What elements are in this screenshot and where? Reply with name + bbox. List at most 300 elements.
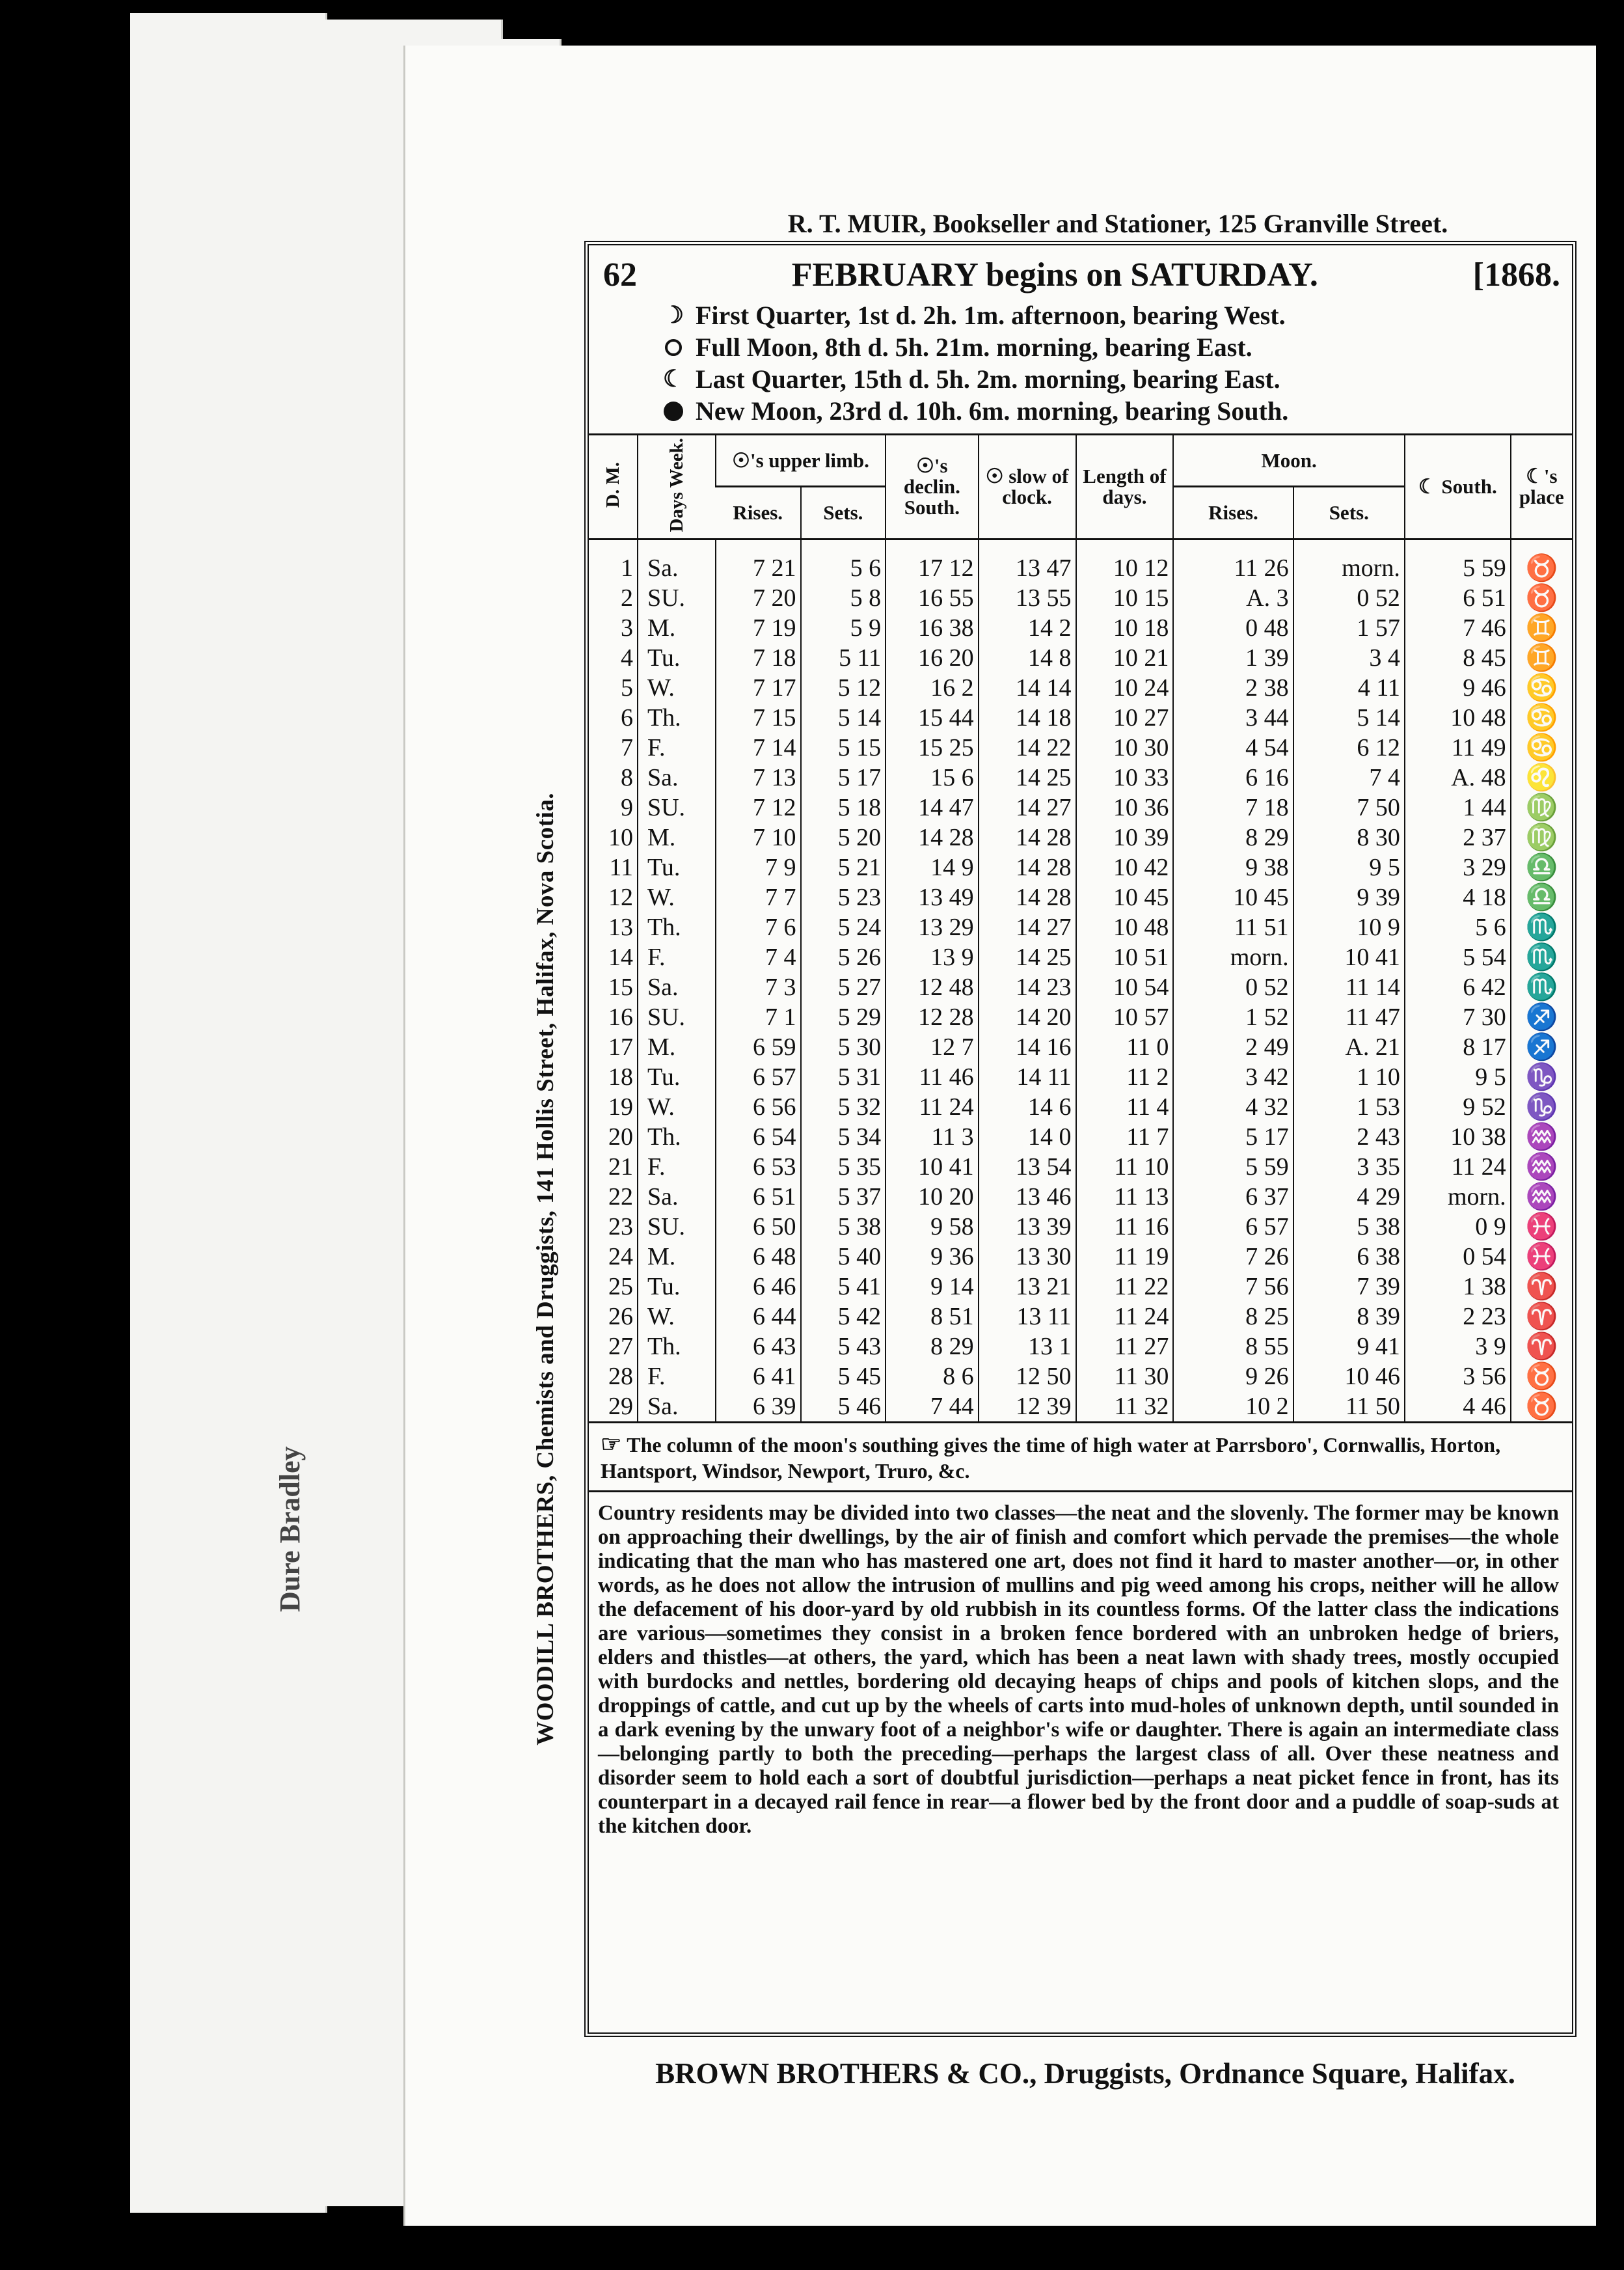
top-advert: R. T. MUIR, Bookseller and Stationer, 125 Granville Street.: [787, 209, 1448, 238]
cell-sun-slow: 13 46: [979, 1182, 1076, 1212]
cell-moon-sets: 2 43: [1293, 1122, 1405, 1152]
first-quarter-moon-icon: ☽: [662, 302, 684, 328]
col-header-moon-place: ☾'s place: [1511, 435, 1572, 540]
cell-sun-declination: 14 28: [886, 823, 978, 853]
table-row: [589, 972, 1572, 1002]
table-row: [589, 823, 1572, 853]
cell-moon-rises: 10 2: [1173, 1391, 1293, 1421]
cell-weekday: Sa.: [638, 540, 716, 584]
cell-moon-rises: 6 57: [1173, 1212, 1293, 1242]
col-header-sun-slow: ☉ slow of clock.: [979, 435, 1076, 540]
cell-day-length: 11 4: [1076, 1092, 1174, 1122]
cell-sun-rises: 7 19: [716, 613, 801, 643]
cell-moon-south: 10 38: [1405, 1122, 1511, 1152]
cell-sun-rises: 6 39: [716, 1391, 801, 1421]
cell-sun-slow: 14 28: [979, 853, 1076, 882]
cell-weekday: F.: [638, 942, 716, 972]
col-header-sun-upper-limb: ☉'s upper limb.: [716, 435, 886, 487]
table-row: [589, 1152, 1572, 1182]
cell-weekday: W.: [638, 673, 716, 703]
cell-moon-rises: 4 54: [1173, 733, 1293, 763]
cell-moon-south: 3 9: [1405, 1332, 1511, 1361]
cell-sun-slow: 12 50: [979, 1361, 1076, 1391]
cell-moon-place: ♓: [1511, 1242, 1572, 1272]
cell-day-of-month: 3: [620, 614, 633, 642]
cell-moon-place: ♎: [1511, 882, 1572, 912]
cell-sun-declination: 10 20: [886, 1182, 978, 1212]
cell-day-length: 10 36: [1076, 793, 1174, 823]
table-row: [589, 613, 1572, 643]
col-header-sun-declin: ☉'s declin. South.: [886, 435, 978, 540]
cell-day-of-month: 24: [608, 1243, 633, 1271]
cell-weekday: Tu.: [638, 853, 716, 882]
cell-day-length: 11 19: [1076, 1242, 1174, 1272]
cell-weekday: Th.: [638, 1332, 716, 1361]
cell-moon-place: ♉: [1511, 1361, 1572, 1391]
cell-sun-rises: 6 50: [716, 1212, 801, 1242]
cell-sun-slow: 14 27: [979, 912, 1076, 942]
table-row: [589, 1391, 1572, 1421]
table-row: [589, 793, 1572, 823]
cell-sun-rises: 7 7: [716, 882, 801, 912]
cell-day-of-month: 14: [608, 944, 633, 972]
cell-moon-sets: 10 46: [1293, 1361, 1405, 1391]
phase-text: New Moon, 23rd d. 10h. 6m. morning, bearing South.: [696, 396, 1289, 426]
cell-sun-sets: 5 32: [801, 1092, 886, 1122]
cell-sun-declination: 16 2: [886, 673, 978, 703]
col-header-length-days: Length of days.: [1076, 435, 1174, 540]
cell-day-of-month: 29: [608, 1393, 633, 1421]
table-row: [589, 942, 1572, 972]
cell-weekday: F.: [638, 1361, 716, 1391]
cell-sun-sets: 5 14: [801, 703, 886, 733]
cell-moon-rises: 11 26: [1173, 540, 1293, 584]
table-row: [589, 643, 1572, 673]
cell-day-of-month: 25: [608, 1273, 633, 1301]
cell-sun-slow: 14 20: [979, 1002, 1076, 1032]
cell-sun-declination: 8 29: [886, 1332, 978, 1361]
cell-moon-place: ♒: [1511, 1122, 1572, 1152]
side-advert-text: WOODILL BROTHERS, Chemists and Druggists, 141 Hollis Street, Halifax, Nova Scotia.: [532, 793, 559, 1745]
cell-moon-sets: 7 39: [1293, 1272, 1405, 1302]
cell-day-of-month: 20: [608, 1123, 633, 1151]
cell-sun-rises: 7 21: [716, 540, 801, 584]
cell-sun-declination: 13 29: [886, 912, 978, 942]
cell-weekday: M.: [638, 1242, 716, 1272]
cell-moon-sets: 7 4: [1293, 763, 1405, 793]
last-quarter-moon-icon: ☾: [662, 366, 684, 392]
cell-sun-rises: 7 14: [716, 733, 801, 763]
cell-day-length: 10 45: [1076, 882, 1174, 912]
cell-moon-place: ♈: [1511, 1272, 1572, 1302]
cell-day-length: 10 21: [1076, 643, 1174, 673]
cell-weekday: SU.: [638, 1212, 716, 1242]
cell-day-of-month: 19: [608, 1093, 633, 1121]
cell-weekday: SU.: [638, 1002, 716, 1032]
cell-day-length: 11 30: [1076, 1361, 1174, 1391]
cell-sun-slow: 13 47: [979, 540, 1076, 584]
cell-day-of-month: 13: [608, 914, 633, 942]
cell-sun-sets: 5 17: [801, 763, 886, 793]
cell-sun-slow: 13 1: [979, 1332, 1076, 1361]
cell-moon-south: 1 44: [1405, 793, 1511, 823]
cell-day-length: 10 30: [1076, 733, 1174, 763]
cell-weekday: Sa.: [638, 763, 716, 793]
cell-day-length: 10 33: [1076, 763, 1174, 793]
calendar-frame: [584, 241, 1577, 2037]
table-row: [589, 1002, 1572, 1032]
cell-moon-rises: 7 56: [1173, 1272, 1293, 1302]
cell-day-length: 11 27: [1076, 1332, 1174, 1361]
side-advert: [522, 560, 568, 1978]
cell-moon-place: ♏: [1511, 972, 1572, 1002]
cell-day-length: 10 27: [1076, 703, 1174, 733]
cell-sun-slow: 14 0: [979, 1122, 1076, 1152]
cell-sun-rises: 6 56: [716, 1092, 801, 1122]
cell-sun-sets: 5 34: [801, 1122, 886, 1152]
table-row: [589, 853, 1572, 882]
cell-moon-rises: 4 32: [1173, 1092, 1293, 1122]
cell-moon-south: 2 37: [1405, 823, 1511, 853]
cell-weekday: Sa.: [638, 972, 716, 1002]
cell-sun-sets: 5 45: [801, 1361, 886, 1391]
cell-day-of-month: 10: [608, 824, 633, 852]
cell-day-length: 11 13: [1076, 1182, 1174, 1212]
almanac-rows: [589, 540, 1572, 1422]
cell-sun-rises: 6 59: [716, 1032, 801, 1062]
cell-weekday: SU.: [638, 793, 716, 823]
cell-sun-rises: 6 43: [716, 1332, 801, 1361]
cell-sun-slow: 14 11: [979, 1062, 1076, 1092]
cell-weekday: Sa.: [638, 1182, 716, 1212]
cell-sun-slow: 14 8: [979, 643, 1076, 673]
cell-moon-place: ♊: [1511, 613, 1572, 643]
cell-sun-rises: 7 6: [716, 912, 801, 942]
table-row: [589, 912, 1572, 942]
cell-moon-sets: 4 11: [1293, 673, 1405, 703]
cell-sun-declination: 9 14: [886, 1272, 978, 1302]
col-header-days-week: Days Week.: [638, 435, 716, 540]
cell-sun-declination: 17 12: [886, 540, 978, 584]
cell-moon-rises: 10 45: [1173, 882, 1293, 912]
cell-day-length: 10 57: [1076, 1002, 1174, 1032]
cell-day-length: 10 24: [1076, 673, 1174, 703]
cell-sun-sets: 5 20: [801, 823, 886, 853]
cell-sun-sets: 5 30: [801, 1032, 886, 1062]
cell-moon-south: 8 45: [1405, 643, 1511, 673]
cell-sun-sets: 5 29: [801, 1002, 886, 1032]
cell-moon-place: ♒: [1511, 1182, 1572, 1212]
cell-moon-sets: 5 14: [1293, 703, 1405, 733]
cell-sun-rises: 7 18: [716, 643, 801, 673]
cell-sun-declination: 7 44: [886, 1391, 978, 1421]
cell-sun-rises: 7 20: [716, 583, 801, 613]
cell-moon-sets: 8 39: [1293, 1302, 1405, 1332]
table-row: [589, 1122, 1572, 1152]
cell-day-of-month: 17: [608, 1033, 633, 1061]
table-row: [589, 1092, 1572, 1122]
cell-sun-rises: 7 17: [716, 673, 801, 703]
cell-sun-rises: 6 51: [716, 1182, 801, 1212]
cell-moon-place: ♊: [1511, 643, 1572, 673]
cell-moon-rises: 1 39: [1173, 643, 1293, 673]
cell-weekday: SU.: [638, 583, 716, 613]
cell-sun-declination: 16 20: [886, 643, 978, 673]
cell-moon-rises: 0 52: [1173, 972, 1293, 1002]
table-row: [589, 540, 1572, 584]
cell-weekday: Tu.: [638, 1062, 716, 1092]
cell-moon-sets: 10 41: [1293, 942, 1405, 972]
cell-moon-south: 2 23: [1405, 1302, 1511, 1332]
col-header-moon-south: ☾ South.: [1405, 435, 1511, 540]
cell-sun-slow: 13 21: [979, 1272, 1076, 1302]
cell-sun-rises: 7 4: [716, 942, 801, 972]
cell-sun-slow: 14 27: [979, 793, 1076, 823]
cell-moon-rises: 9 38: [1173, 853, 1293, 882]
cell-moon-rises: 1 52: [1173, 1002, 1293, 1032]
almanac-page: [403, 46, 1596, 2226]
cell-moon-place: ♍: [1511, 793, 1572, 823]
cell-sun-sets: 5 23: [801, 882, 886, 912]
cell-sun-slow: 14 6: [979, 1092, 1076, 1122]
cell-sun-declination: 10 41: [886, 1152, 978, 1182]
cell-moon-sets: 6 38: [1293, 1242, 1405, 1272]
cell-day-of-month: 8: [620, 764, 633, 792]
cell-moon-sets: A. 21: [1293, 1032, 1405, 1062]
cell-sun-declination: 9 36: [886, 1242, 978, 1272]
cell-sun-rises: 7 10: [716, 823, 801, 853]
cell-moon-rises: 5 59: [1173, 1152, 1293, 1182]
page-number: 62: [603, 256, 637, 294]
cell-moon-south: 6 51: [1405, 583, 1511, 613]
cell-moon-south: 11 49: [1405, 733, 1511, 763]
cell-sun-sets: 5 27: [801, 972, 886, 1002]
cell-moon-south: 0 54: [1405, 1242, 1511, 1272]
cell-weekday: W.: [638, 1302, 716, 1332]
title-row: [589, 245, 1572, 294]
phase-text: Last Quarter, 15th d. 5h. 2m. morning, bearing East.: [696, 364, 1280, 394]
cell-weekday: Th.: [638, 912, 716, 942]
cell-sun-declination: 12 28: [886, 1002, 978, 1032]
cell-sun-sets: 5 35: [801, 1152, 886, 1182]
cell-moon-place: ♈: [1511, 1302, 1572, 1332]
cell-sun-rises: 7 13: [716, 763, 801, 793]
cell-moon-sets: 11 47: [1293, 1002, 1405, 1032]
cell-weekday: Sa.: [638, 1391, 716, 1421]
cell-sun-sets: 5 41: [801, 1272, 886, 1302]
cell-sun-sets: 5 31: [801, 1062, 886, 1092]
col-header-moon: Moon.: [1173, 435, 1405, 487]
cell-moon-sets: 9 39: [1293, 882, 1405, 912]
cell-moon-rises: A. 3: [1173, 583, 1293, 613]
cell-moon-south: 9 5: [1405, 1062, 1511, 1092]
cell-day-length: 10 39: [1076, 823, 1174, 853]
cell-moon-rises: 7 26: [1173, 1242, 1293, 1272]
cell-day-length: 11 22: [1076, 1272, 1174, 1302]
cell-day-length: 10 42: [1076, 853, 1174, 882]
cell-moon-south: 1 38: [1405, 1272, 1511, 1302]
cell-day-length: 10 18: [1076, 613, 1174, 643]
cell-moon-sets: 5 38: [1293, 1212, 1405, 1242]
cell-sun-rises: 6 41: [716, 1361, 801, 1391]
cell-moon-south: 5 54: [1405, 942, 1511, 972]
table-row: [589, 1361, 1572, 1391]
cell-day-length: 10 12: [1076, 540, 1174, 584]
col-header-rises: Rises.: [716, 487, 801, 540]
table-row: [589, 1062, 1572, 1092]
cell-moon-sets: morn.: [1293, 540, 1405, 584]
cell-sun-rises: 6 48: [716, 1242, 801, 1272]
cell-moon-place: ♏: [1511, 912, 1572, 942]
cell-moon-south: morn.: [1405, 1182, 1511, 1212]
cell-moon-sets: 1 53: [1293, 1092, 1405, 1122]
cell-day-length: 10 48: [1076, 912, 1174, 942]
cell-moon-place: ♏: [1511, 942, 1572, 972]
cell-sun-declination: 12 48: [886, 972, 978, 1002]
cell-sun-declination: 8 6: [886, 1361, 978, 1391]
cell-sun-sets: 5 15: [801, 733, 886, 763]
cell-moon-rises: 6 37: [1173, 1182, 1293, 1212]
cell-moon-south: 7 30: [1405, 1002, 1511, 1032]
cell-day-length: 11 24: [1076, 1302, 1174, 1332]
full-moon-icon: [660, 339, 686, 356]
cell-sun-sets: 5 9: [801, 613, 886, 643]
cell-day-of-month: 4: [620, 644, 633, 672]
cell-moon-south: 4 18: [1405, 882, 1511, 912]
cell-day-of-month: 12: [608, 884, 633, 912]
cell-moon-south: 9 46: [1405, 673, 1511, 703]
cell-sun-rises: 6 54: [716, 1122, 801, 1152]
cell-sun-sets: 5 6: [801, 540, 886, 584]
cell-sun-sets: 5 38: [801, 1212, 886, 1242]
cell-day-of-month: 9: [620, 794, 633, 822]
cell-day-of-month: 28: [608, 1363, 633, 1391]
table-row: [589, 703, 1572, 733]
cell-weekday: M.: [638, 1032, 716, 1062]
cell-sun-rises: 6 46: [716, 1272, 801, 1302]
cell-sun-sets: 5 42: [801, 1302, 886, 1332]
cell-moon-rises: 2 49: [1173, 1032, 1293, 1062]
cell-moon-place: ♉: [1511, 583, 1572, 613]
cell-moon-place: ♈: [1511, 1332, 1572, 1361]
cell-moon-place: ♐: [1511, 1002, 1572, 1032]
cell-moon-south: 0 9: [1405, 1212, 1511, 1242]
cell-moon-rises: 8 29: [1173, 823, 1293, 853]
col-header-moon-rises: Rises.: [1173, 487, 1293, 540]
cell-sun-slow: 13 55: [979, 583, 1076, 613]
cell-moon-rises: 8 55: [1173, 1332, 1293, 1361]
phase-last-quarter: [660, 363, 1572, 395]
cell-sun-declination: 9 58: [886, 1212, 978, 1242]
cell-moon-rises: 3 42: [1173, 1062, 1293, 1092]
cell-moon-rises: morn.: [1173, 942, 1293, 972]
cell-day-length: 11 7: [1076, 1122, 1174, 1152]
cell-moon-place: ♉: [1511, 1391, 1572, 1421]
cell-weekday: M.: [638, 613, 716, 643]
cell-moon-rises: 3 44: [1173, 703, 1293, 733]
spine-note: Dure Bradley: [274, 1446, 306, 1613]
cell-day-length: 11 16: [1076, 1212, 1174, 1242]
cell-sun-rises: 7 3: [716, 972, 801, 1002]
cell-moon-place: ♑: [1511, 1092, 1572, 1122]
cell-moon-sets: 3 4: [1293, 643, 1405, 673]
cell-sun-slow: 14 25: [979, 942, 1076, 972]
cell-moon-place: ♋: [1511, 703, 1572, 733]
cell-moon-rises: 9 26: [1173, 1361, 1293, 1391]
phase-full-moon: [660, 331, 1572, 363]
cell-weekday: Tu.: [638, 643, 716, 673]
cell-sun-sets: 5 40: [801, 1242, 886, 1272]
cell-moon-place: ♒: [1511, 1152, 1572, 1182]
cell-sun-rises: 7 1: [716, 1002, 801, 1032]
cell-sun-rises: 6 53: [716, 1152, 801, 1182]
cell-sun-rises: 7 9: [716, 853, 801, 882]
cell-sun-slow: 13 54: [979, 1152, 1076, 1182]
cell-day-of-month: 15: [608, 974, 633, 1002]
tide-note: [589, 1421, 1572, 1490]
cell-day-of-month: 7: [620, 734, 633, 762]
cell-moon-south: 10 48: [1405, 703, 1511, 733]
cell-sun-slow: 14 14: [979, 673, 1076, 703]
cell-moon-sets: 7 50: [1293, 793, 1405, 823]
cell-sun-slow: 12 39: [979, 1391, 1076, 1421]
cell-day-of-month: 26: [608, 1303, 633, 1331]
cell-moon-sets: 3 35: [1293, 1152, 1405, 1182]
new-moon-icon: [660, 402, 686, 421]
cell-sun-slow: 14 18: [979, 703, 1076, 733]
table-row: [589, 882, 1572, 912]
cell-moon-rises: 5 17: [1173, 1122, 1293, 1152]
cell-day-of-month: 27: [608, 1333, 633, 1361]
cell-moon-sets: 9 5: [1293, 853, 1405, 882]
cell-moon-south: 4 46: [1405, 1391, 1511, 1421]
cell-moon-place: ♎: [1511, 853, 1572, 882]
cell-moon-sets: 11 50: [1293, 1391, 1405, 1421]
cell-sun-rises: 7 12: [716, 793, 801, 823]
cell-moon-place: ♍: [1511, 823, 1572, 853]
bottom-advert: BROWN BROTHERS & CO., Druggists, Ordnance Square, Halifax.: [655, 2057, 1515, 2090]
cell-day-length: 11 0: [1076, 1032, 1174, 1062]
table-row: [589, 1212, 1572, 1242]
cell-moon-south: 9 52: [1405, 1092, 1511, 1122]
table-row: [589, 1272, 1572, 1302]
cell-day-of-month: 21: [608, 1153, 633, 1181]
cell-moon-sets: 10 9: [1293, 912, 1405, 942]
cell-sun-declination: 15 6: [886, 763, 978, 793]
cell-moon-place: ♋: [1511, 673, 1572, 703]
cell-sun-sets: 5 24: [801, 912, 886, 942]
cell-moon-south: 11 24: [1405, 1152, 1511, 1182]
cell-moon-south: 8 17: [1405, 1032, 1511, 1062]
phase-text: Full Moon, 8th d. 5h. 21m. morning, bearing East.: [696, 333, 1252, 362]
cell-moon-sets: 1 57: [1293, 613, 1405, 643]
cell-moon-place: ♌: [1511, 763, 1572, 793]
moon-phases: [589, 294, 1572, 435]
cell-sun-declination: 14 9: [886, 853, 978, 882]
cell-weekday: F.: [638, 733, 716, 763]
cell-sun-declination: 14 47: [886, 793, 978, 823]
cell-moon-sets: 8 30: [1293, 823, 1405, 853]
cell-moon-place: ♐: [1511, 1032, 1572, 1062]
cell-moon-south: 6 42: [1405, 972, 1511, 1002]
cell-sun-slow: 14 28: [979, 882, 1076, 912]
phase-new-moon: [660, 395, 1572, 427]
page-title: FEBRUARY begins on SATURDAY.: [791, 256, 1318, 294]
cell-day-of-month: 18: [608, 1063, 633, 1091]
cell-day-of-month: 11: [609, 854, 633, 882]
col-header-dm: D. M.: [589, 435, 638, 540]
cell-sun-slow: 14 28: [979, 823, 1076, 853]
